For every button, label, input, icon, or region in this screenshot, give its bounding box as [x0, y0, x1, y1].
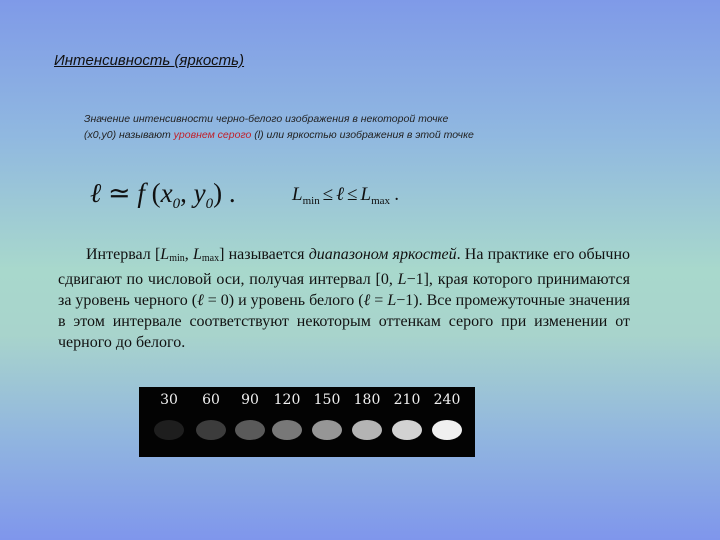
gray-level-label: 210: [393, 392, 421, 408]
formula-open: (: [144, 178, 161, 208]
formula-x-sub: 0: [172, 196, 181, 212]
slide-title: Интенсивность (яркость): [54, 52, 245, 69]
ineq-ell: ℓ: [336, 184, 345, 205]
gray-level-label: 180: [353, 392, 381, 408]
gray-scale-image: [139, 387, 475, 457]
gray-level-term: уровнем серого: [173, 129, 252, 141]
para-min-sub: min: [169, 253, 185, 264]
para-text: . На практике его обычно сдвигают по числовой оси, получая интервал [0,: [58, 246, 631, 288]
gray-level-label: 30: [160, 392, 178, 408]
gray-level-swatch: [235, 420, 265, 440]
brightness-range-term: диапазоном яркостей: [308, 246, 457, 263]
ineq-l-min: L: [292, 184, 303, 205]
definition-line-1: Значение интенсивности черно-белого изображения в некоторой точке: [84, 113, 449, 125]
formula-ell: ℓ: [90, 178, 102, 208]
formula-y: y: [193, 178, 206, 208]
formula-x: x: [160, 178, 173, 208]
ineq-le-1: ≤: [322, 184, 334, 205]
ineq-l-max: L: [360, 184, 372, 205]
gray-level-swatch: [312, 420, 342, 440]
gray-level-swatch: [154, 420, 184, 440]
gray-level-label: 120: [273, 392, 301, 408]
formula-close: ) .: [213, 178, 236, 208]
gray-level-swatch: [352, 420, 382, 440]
range-paragraph: [58, 244, 630, 353]
ineq-max-sub: max: [371, 195, 391, 207]
ineq-min-sub: min: [302, 195, 320, 207]
gray-level-label: 240: [433, 392, 461, 408]
para-text: = 0) и уровень белого (: [203, 292, 364, 309]
para-text: =: [370, 292, 388, 309]
para-L: L: [192, 246, 202, 263]
gray-level-swatch: [196, 420, 226, 440]
definition-text: [84, 111, 644, 143]
formula-y-sub: 0: [205, 196, 214, 212]
para-max-sub: max: [201, 253, 220, 264]
para-text: ,: [184, 246, 193, 263]
definition-line-2-end: (l) или яркостью изображения в этой точке: [251, 129, 474, 141]
para-L: L: [387, 292, 397, 309]
para-L: L: [160, 246, 170, 263]
gray-level-label: 150: [313, 392, 341, 408]
para-L: L: [397, 271, 407, 288]
formula-comma: ,: [180, 178, 194, 208]
para-text: ] называется: [219, 246, 309, 263]
formula-approx: ≃: [101, 178, 138, 208]
para-ell: ℓ: [197, 292, 204, 309]
para-text: −1], края которого принимаются за уровень черного (: [58, 271, 631, 309]
para-text: −1). Все промежуточные значения в этом интервале соответствуют некоторым оттенкам серого при изменении от черного до белого.: [58, 292, 630, 351]
gray-level-swatch: [392, 420, 422, 440]
gray-level-label: 60: [202, 392, 220, 408]
range-inequality: [292, 184, 400, 207]
ineq-le-2: ≤: [347, 184, 358, 205]
para-ell: ℓ: [363, 292, 371, 309]
para-text: Интервал [: [86, 246, 161, 263]
gray-level-swatch: [272, 420, 302, 440]
gray-level-label: 90: [241, 392, 259, 408]
definition-line-2-start: (x0,y0) называют: [84, 129, 174, 141]
gray-level-swatch: [432, 420, 462, 440]
ineq-dot: .: [390, 184, 400, 205]
intensity-formula: [90, 178, 236, 213]
formula-f: f: [137, 178, 145, 208]
